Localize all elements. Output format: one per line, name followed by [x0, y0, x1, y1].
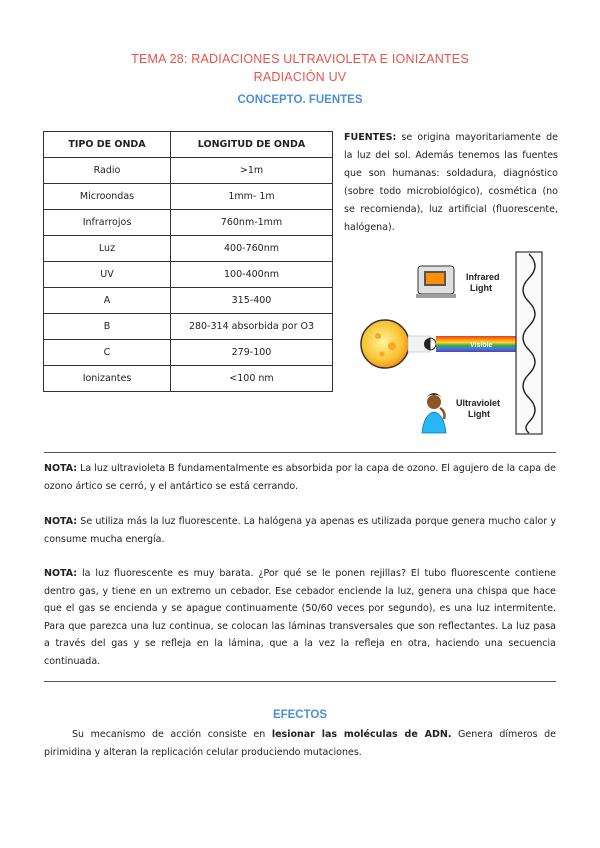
toaster-icon	[416, 266, 456, 298]
table-cell: 1mm- 1m	[171, 184, 333, 210]
wave-column	[516, 252, 542, 434]
light-spectrum-diagram	[340, 248, 560, 438]
table-header-cell: TIPO DE ONDA	[44, 132, 171, 158]
divider	[44, 452, 556, 453]
note-label: NOTA:	[44, 516, 78, 527]
table-row	[44, 314, 333, 340]
note-fluorescent	[44, 513, 556, 548]
table-cell: Ionizantes	[44, 366, 171, 392]
fuentes-text: se origina mayoritariamente de la luz del sol. Además tenemos las fuentes que son humanas: soldadura, diagnóstico (sobre todo microbiológico), cosmética (no se recomienda), luz artificial (fluorescente, halógena).	[344, 132, 558, 233]
note-ozone	[44, 460, 556, 495]
table-row	[44, 262, 333, 288]
note-text: la luz fluorescente es muy barata. ¿Por qué se le ponen rejillas? El tubo fluorescente contiene dentro gas, y tiene en un extremo un cebador. Ese cebador enciende la luz, genera una chispa que hace que el gas se encienda y se apague continuamente (50/60 veces por segundo), es una luz intermitente. Para que parezca una luz continua, se colocan las láminas transversales que son reflectantes. La luz pasa a través del gas y se refleja en la lámina, que a la vez la refleja en otra, haciendo una secuencia continuada.	[44, 568, 556, 667]
wave-table	[43, 131, 333, 392]
note-label: NOTA:	[44, 463, 78, 474]
table-row	[44, 340, 333, 366]
note-rejillas	[44, 565, 556, 670]
section-heading-concepto: CONCEPTO. FUENTES	[237, 94, 363, 106]
table-cell: 279-100	[171, 340, 333, 366]
table-row	[44, 158, 333, 184]
table-row	[44, 184, 333, 210]
table-cell: B	[44, 314, 171, 340]
page-title: TEMA 28: RADIACIONES ULTRAVIOLETA E IONIZANTES	[131, 52, 469, 66]
table-cell: Microondas	[44, 184, 171, 210]
table-row	[44, 288, 333, 314]
note-text: Se utiliza más la luz fluorescente. La halógena ya apenas es utilizada porque genera mucho calor y consume mucha energía.	[44, 516, 556, 545]
table-cell: 280-314 absorbida por O3	[171, 314, 333, 340]
table-row	[44, 236, 333, 262]
table-cell: Luz	[44, 236, 171, 262]
table-cell: 100-400nm	[171, 262, 333, 288]
table-cell: <100 nm	[171, 366, 333, 392]
note-label: NOTA:	[44, 568, 78, 579]
infrared-label-2: Light	[470, 283, 492, 293]
page-subtitle: RADIACIÓN UV	[253, 70, 347, 84]
efectos-bold-text: lesionar las moléculas de ADN.	[271, 729, 452, 740]
table-cell: >1m	[171, 158, 333, 184]
table-cell: 315-400	[171, 288, 333, 314]
efectos-text: Su mecanismo de acción consiste en	[72, 729, 272, 740]
table-cell: UV	[44, 262, 171, 288]
efectos-paragraph	[44, 726, 556, 761]
table-row	[44, 366, 333, 392]
fuentes-paragraph	[344, 129, 558, 237]
prism-icon	[424, 338, 436, 350]
section-heading-efectos: EFECTOS	[272, 709, 328, 721]
note-text: La luz ultravioleta B fundamentalmente es absorbida por la capa de ozono. El agujero de la capa de ozono ártico se cerró, y el antártico se está cerrando.	[44, 463, 556, 492]
uv-label-2: Light	[468, 409, 490, 419]
sun-icon	[361, 320, 409, 368]
uv-label-1: Ultraviolet	[456, 398, 501, 408]
table-row	[44, 210, 333, 236]
visible-label: Visible	[470, 342, 493, 349]
table-header-cell: LONGITUD DE ONDA	[171, 132, 333, 158]
person-sunbathing-icon	[422, 393, 446, 433]
infrared-label-1: Infrared	[466, 272, 500, 282]
efectos-text-continued: Genera dímeros de pirimidina y alteran la replicación celular produciendo mutaciones.	[44, 729, 557, 758]
table-cell: A	[44, 288, 171, 314]
table-header-row	[44, 132, 333, 158]
table-cell: C	[44, 340, 171, 366]
table-cell: Infrarrojos	[44, 210, 171, 236]
fuentes-label: FUENTES:	[344, 132, 397, 143]
divider	[44, 681, 556, 682]
table-cell: 760nm-1mm	[171, 210, 333, 236]
table-cell: Radio	[44, 158, 171, 184]
table-cell: 400-760nm	[171, 236, 333, 262]
